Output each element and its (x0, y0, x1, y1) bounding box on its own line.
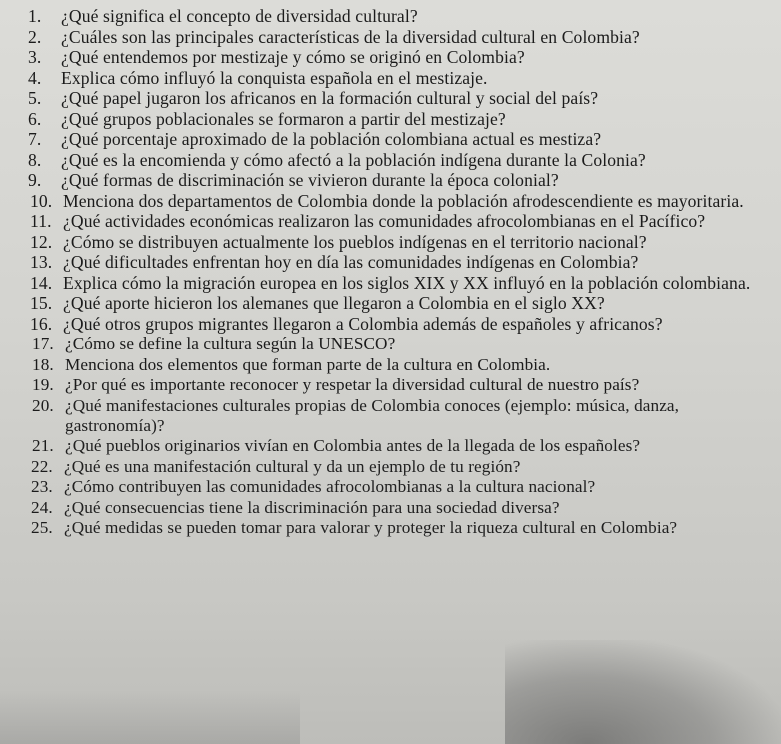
question-text: ¿Qué pueblos originarios vivían en Colombia antes de la llegada de los españoles? (65, 436, 641, 455)
question-text: ¿Cómo se distribuyen actualmente los pueblos indígenas en el territorio nacional? (63, 231, 647, 252)
question-text: Menciona dos departamentos de Colombia donde la población afrodescendiente es mayoritaria. (63, 190, 744, 211)
question-number: 9. (28, 170, 42, 190)
question-number: 15. (30, 293, 53, 313)
question-text: ¿Qué actividades económicas realizaron las comunidades afrocolombianas en el Pacífico? (63, 211, 706, 231)
question-item (28, 211, 773, 231)
question-item (28, 457, 773, 477)
question-item (28, 355, 773, 375)
question-text: ¿Qué grupos poblacionales se formaron a partir del mestizaje? (61, 108, 506, 129)
question-number: 20. (32, 395, 54, 415)
question-number: 3. (28, 47, 42, 67)
question-number: 21. (32, 436, 54, 455)
question-text: ¿Qué dificultades enfrentan hoy en día las comunidades indígenas en Colombia? (63, 252, 639, 272)
question-text: ¿Por qué es importante reconocer y respetar la diversidad cultural de nuestro país? (65, 375, 640, 394)
question-text: Explica cómo influyó la conquista española en el mestizaje. (61, 67, 488, 88)
question-item (28, 396, 773, 436)
question-number: 4. (28, 67, 42, 88)
question-number: 14. (30, 272, 53, 293)
question-text: ¿Qué formas de discriminación se vivieron durante la época colonial? (61, 170, 559, 190)
question-item (28, 6, 773, 26)
question-number: 22. (31, 456, 53, 476)
question-item (28, 314, 773, 334)
question-item (28, 68, 773, 88)
question-text: ¿Qué porcentaje aproximado de la población colombiana actual es mestiza? (61, 129, 602, 149)
question-text: ¿Cómo se define la cultura según la UNESCO? (65, 334, 396, 353)
question-number: 5. (28, 88, 42, 108)
question-item (28, 88, 773, 108)
question-number: 16. (30, 313, 53, 334)
question-item (28, 170, 773, 190)
question-text: ¿Qué otros grupos migrantes llegaron a Colombia además de españoles y africanos? (63, 313, 663, 334)
question-item (28, 47, 773, 67)
question-text: ¿Qué papel jugaron los africanos en la formación cultural y social del país? (61, 88, 599, 108)
question-text: ¿Qué es una manifestación cultural y da un ejemplo de tu región? (64, 456, 521, 476)
question-item (28, 334, 773, 354)
question-item (28, 191, 773, 211)
question-text: ¿Qué manifestaciones culturales propias de Colombia conoces (ejemplo: música, danza, gastronomía)? (65, 395, 680, 435)
question-text: Menciona dos elementos que forman parte de la cultura en Colombia. (65, 354, 551, 374)
question-number: 25. (31, 518, 53, 537)
question-item (28, 293, 773, 313)
question-number: 2. (28, 26, 42, 47)
question-text: ¿Qué entendemos por mestizaje y cómo se originó en Colombia? (61, 47, 525, 67)
question-item (28, 129, 773, 149)
question-text: ¿Qué aporte hicieron los alemanes que llegaron a Colombia en el siglo XX? (63, 293, 605, 313)
question-number: 12. (30, 231, 53, 252)
question-item (28, 273, 773, 293)
question-text: ¿Cuáles son las principales características de la diversidad cultural en Colombia? (61, 26, 640, 47)
question-number: 8. (28, 149, 42, 170)
question-item (28, 150, 773, 170)
question-number: 23. (31, 477, 53, 496)
question-number: 24. (31, 497, 53, 517)
question-item (28, 252, 773, 272)
hand-shadow (505, 640, 781, 744)
question-text: Explica cómo la migración europea en los siglos XIX y XX influyó en la población colombiana. (63, 272, 751, 293)
question-text: ¿Cómo contribuyen las comunidades afrocolombianas a la cultura nacional? (64, 477, 596, 496)
question-text: ¿Qué medidas se pueden tomar para valorar y proteger la riqueza cultural en Colombia? (64, 518, 678, 537)
question-item (28, 477, 773, 497)
question-number: 18. (32, 354, 54, 374)
question-list (28, 6, 773, 539)
question-number: 19. (32, 375, 54, 394)
question-number: 13. (30, 252, 53, 272)
question-item (28, 518, 773, 538)
question-number: 7. (28, 129, 42, 149)
question-number: 6. (28, 108, 42, 129)
question-item (28, 375, 773, 395)
question-item (28, 109, 773, 129)
question-item (28, 27, 773, 47)
question-number: 1. (28, 6, 42, 26)
question-item (28, 498, 773, 518)
question-text: ¿Qué significa el concepto de diversidad cultural? (61, 6, 418, 26)
question-number: 11. (30, 211, 52, 231)
question-number: 10. (30, 190, 53, 211)
question-number: 17. (32, 334, 54, 353)
question-item (28, 232, 773, 252)
question-item (28, 436, 773, 456)
bottom-shadow (0, 690, 300, 744)
question-text: ¿Qué consecuencias tiene la discriminación para una sociedad diversa? (64, 497, 560, 517)
question-text: ¿Qué es la encomienda y cómo afectó a la población indígena durante la Colonia? (61, 149, 646, 170)
